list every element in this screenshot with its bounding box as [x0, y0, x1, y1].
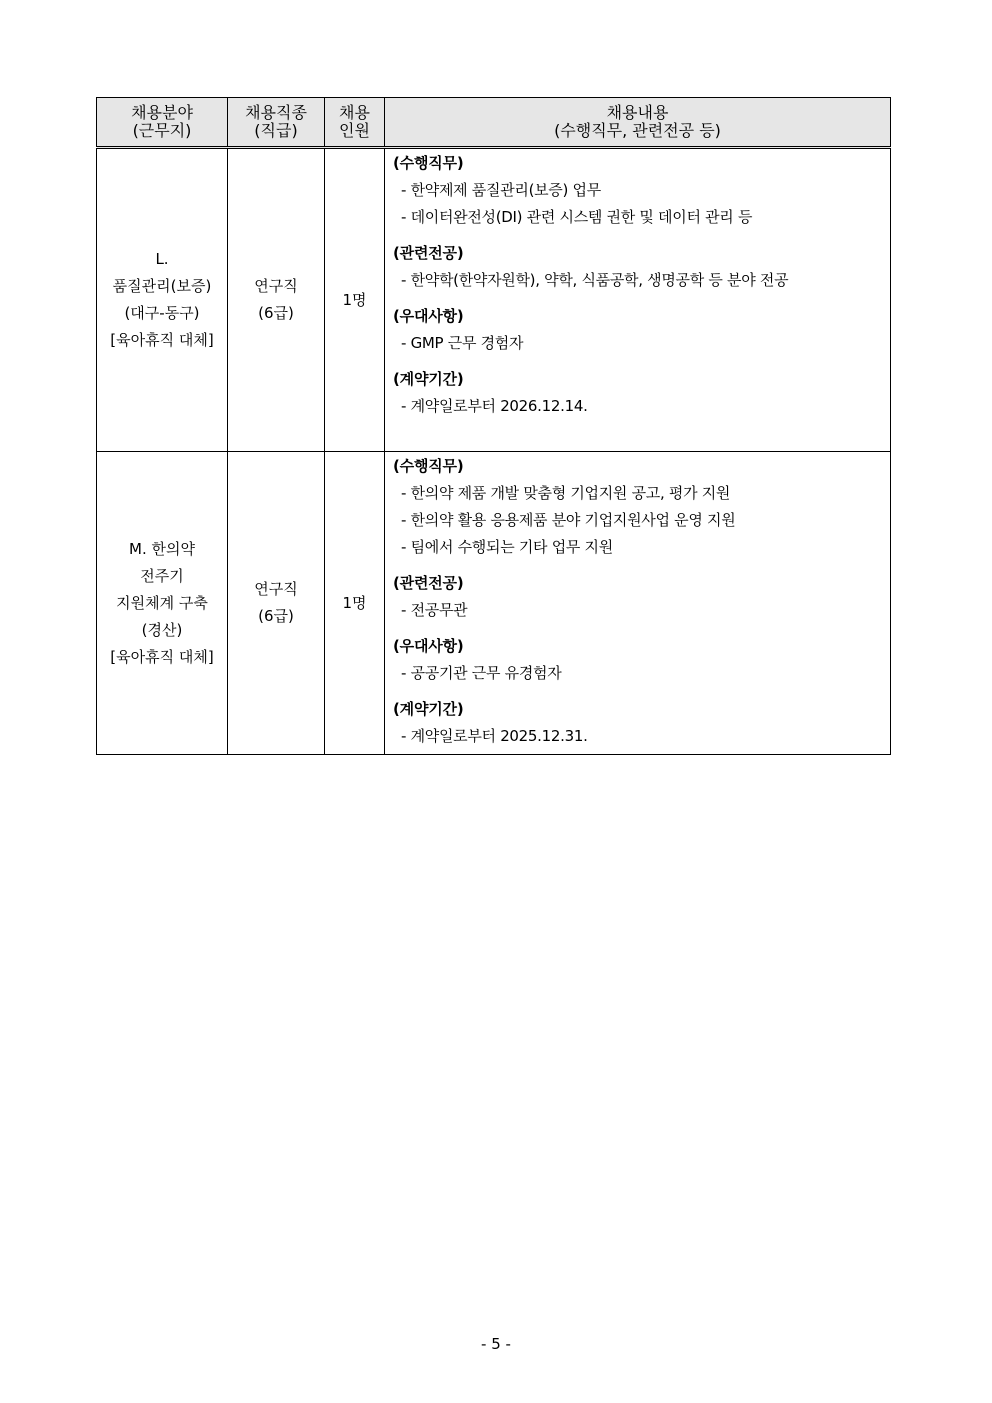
header-job-type-line: (직급) — [254, 121, 298, 140]
field-line: (경산) — [141, 620, 183, 639]
job-type-line: (6급) — [258, 304, 294, 322]
job-type-line: 연구직 — [254, 277, 298, 295]
field-line: M. 한의약 — [129, 539, 195, 558]
table-header — [97, 98, 891, 148]
header-field-line: 채용분야 — [131, 103, 193, 122]
section-title: (수행직무) — [393, 457, 464, 475]
content-cell — [385, 452, 891, 755]
section-item: - 한약제제 품질관리(보증) 업무 — [401, 181, 601, 199]
section-item: - 전공무관 — [401, 601, 468, 619]
headcount-cell: 1명 — [325, 148, 385, 452]
section-title: (계약기간) — [393, 370, 464, 388]
content-cell — [385, 148, 891, 452]
section-item: - 계약일로부터 2026.12.14. — [401, 397, 588, 415]
section-item: - 데이터완전성(DI) 관련 시스템 권한 및 데이터 관리 등 — [401, 208, 753, 226]
section-item: - GMP 근무 경험자 — [401, 334, 524, 352]
section-major — [393, 239, 884, 294]
header-headcount-line: 채용 — [339, 103, 370, 122]
header-content-line: 채용내용 — [606, 103, 669, 122]
section-title: (우대사항) — [393, 307, 464, 325]
section-item: - 한약학(한약자원학), 약학, 식품공학, 생명공학 등 분야 전공 — [401, 271, 789, 289]
section-preference — [393, 302, 884, 357]
header-field-line: (근무지) — [132, 121, 192, 140]
section-item: - 팀에서 수행되는 기타 업무 지원 — [401, 538, 613, 556]
header-job-type-line: 채용직종 — [245, 103, 307, 122]
job-type-line: 연구직 — [254, 580, 298, 598]
job-type-cell — [228, 148, 325, 452]
field-cell — [97, 452, 228, 755]
header-job-type — [228, 98, 325, 148]
job-type-line: (6급) — [258, 607, 294, 625]
table-row — [97, 452, 891, 755]
section-title: (수행직무) — [393, 154, 464, 172]
section-title: (관련전공) — [393, 244, 464, 262]
field-line: L. — [155, 250, 169, 268]
header-field — [97, 98, 228, 148]
headcount-cell: 1명 — [325, 452, 385, 755]
field-line: 품질관리(보증) — [112, 277, 212, 295]
section-item: - 공공기관 근무 유경험자 — [401, 664, 562, 682]
section-title: (계약기간) — [393, 700, 464, 718]
page-number: - 5 - — [481, 1335, 511, 1353]
header-headcount-line: 인원 — [339, 121, 370, 140]
table-row — [97, 148, 891, 452]
job-type-cell — [228, 452, 325, 755]
section-duties — [393, 452, 884, 561]
section-contract — [393, 365, 884, 420]
header-content-line: (수행직무, 관련전공 등) — [554, 121, 721, 140]
header-headcount — [325, 98, 385, 148]
header-content — [385, 98, 891, 148]
section-item: - 한의약 제품 개발 맞춤형 기업지원 공고, 평가 지원 — [401, 484, 731, 502]
field-line: (대구-동구) — [124, 304, 200, 322]
field-cell — [97, 148, 228, 452]
field-line: [육아휴직 대체] — [110, 647, 214, 666]
section-contract — [393, 695, 884, 750]
section-title: (관련전공) — [393, 574, 464, 592]
field-line: [육아휴직 대체] — [110, 331, 214, 349]
field-line: 지원체계 구축 — [116, 593, 208, 612]
section-title: (우대사항) — [393, 637, 464, 655]
section-duties — [393, 149, 884, 231]
recruitment-table — [96, 97, 891, 755]
section-major — [393, 569, 884, 624]
field-line: 전주기 — [140, 566, 184, 585]
section-item: - 계약일로부터 2025.12.31. — [401, 727, 588, 745]
section-item: - 한의약 활용 응용제품 분야 기업지원사업 운영 지원 — [401, 511, 736, 529]
section-preference — [393, 632, 884, 687]
